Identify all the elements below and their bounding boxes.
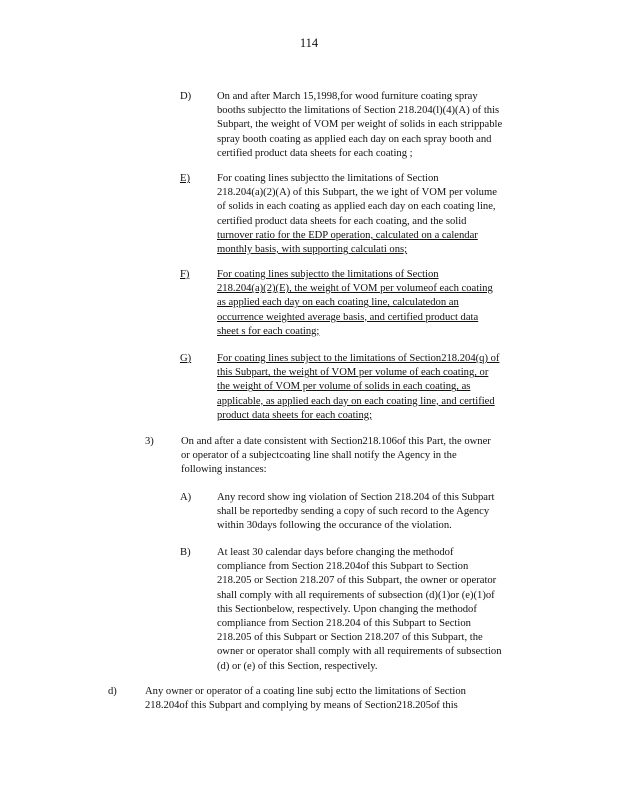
text-line: compliance from Section 218.204 of this Subpart to Section xyxy=(217,618,471,630)
text-line: owner or operator shall comply with all requirements of subsection xyxy=(217,646,502,658)
text-line: 218.204(a)(2)(A) of this Subpart, the we ight of VOM per volume xyxy=(217,187,497,199)
item-text xyxy=(145,685,466,713)
text-line: On and after March 15,1998,for wood furniture coating spray xyxy=(217,91,478,102)
text-line: 218.205 of this Subpart or Section 218.207 of this Subpart, the xyxy=(217,632,483,644)
text-line: as applied each day on each coating line, calculatedon an xyxy=(217,297,459,309)
text-line: shall comply with all requirements of subsection (d)(1)or (e)(1)of xyxy=(217,589,495,601)
text-line: this Sectionbelow, respectively. Upon changing the methodof xyxy=(217,603,477,615)
item-label: d) xyxy=(108,686,117,697)
item-label: 3) xyxy=(145,436,154,447)
text-line: sheet s for each coating; xyxy=(217,325,320,337)
page-number: 114 xyxy=(299,36,319,50)
item-label: D) xyxy=(180,91,192,102)
text-line: or operator of a subjectcoating line shall notify the Agency in the xyxy=(181,450,457,462)
text-line: the weight of VOM per volume of solids in each coating, as xyxy=(217,381,471,393)
text-line: 218.204(a)(2)(E), the weight of VOM per volumeof each coating xyxy=(217,283,493,295)
item-text xyxy=(181,435,491,478)
text-line: Any record show ing violation of Section 218.204 of this Subpart xyxy=(217,492,495,503)
text-line: For coating lines subject to the limitations of Section218.204(q) of xyxy=(217,353,500,364)
item-label: B) xyxy=(180,547,191,558)
text-line: following instances: xyxy=(181,464,267,476)
text-line: On and after a date consistent with Section218.106of this Part, the owner xyxy=(181,436,491,447)
item-text xyxy=(217,546,502,674)
item-label: G) xyxy=(180,353,192,364)
text-line: 218.204of this Subpart and complying by means of Section218.205of this xyxy=(145,700,458,712)
text-line: occurrence weighted average basis, and certified product data xyxy=(217,311,479,323)
item-label: A) xyxy=(180,492,192,503)
item-text xyxy=(217,172,497,257)
text-line: certified product data sheets for each coating ; xyxy=(217,147,413,159)
text-line: At least 30 calendar days before changing the methodof xyxy=(217,547,454,558)
text-line: shall be reportedby sending a copy of such record to the Agency xyxy=(217,506,490,518)
text-line: 218.205 or Section 218.207 of this Subpart, the owner or operator xyxy=(217,575,497,587)
text-line: monthly basis, with supporting calculati ons; xyxy=(217,244,408,256)
text-line: For coating lines subjectto the limitations of Section xyxy=(217,269,439,280)
text-line: applicable, as applied each day on each coating line, and certified xyxy=(217,395,495,407)
text-line: certified product data sheets for each coating, and the solid xyxy=(217,215,467,227)
text-line: within 30days following the occurance of the violation. xyxy=(217,520,452,532)
text-line: Subpart, the weight of VOM per weight of solids in each strippable xyxy=(217,119,503,131)
item-label: F) xyxy=(180,269,190,280)
text-line: of solids in each coating as applied each day on each coating line, xyxy=(217,201,496,213)
text-line: compliance from Section 218.204of this Subpart to Section xyxy=(217,561,469,573)
text-line: product data sheets for each coating; xyxy=(217,409,373,421)
item-text xyxy=(217,90,502,161)
item-label: E) xyxy=(180,173,190,184)
item-text xyxy=(217,352,499,423)
text-line: spray booth coating as applied each day on each spray booth and xyxy=(217,133,492,145)
item-text xyxy=(217,491,494,534)
item-text xyxy=(217,268,493,339)
text-line: booths subjectto the limitations of Section 218.204(l)(4)(A) of this xyxy=(217,105,500,117)
text-line: this Subpart, the weight of VOM per volume of each coating, or xyxy=(217,367,489,379)
text-line: (d) or (e) of this Section, respectively. xyxy=(217,660,378,672)
text-line: For coating lines subjectto the limitations of Section xyxy=(217,173,439,184)
text-line: Any owner or operator of a coating line subj ectto the limitations of Section xyxy=(145,686,466,697)
text-line: turnover ratio for the EDP operation, calculated on a calendar xyxy=(217,229,478,241)
